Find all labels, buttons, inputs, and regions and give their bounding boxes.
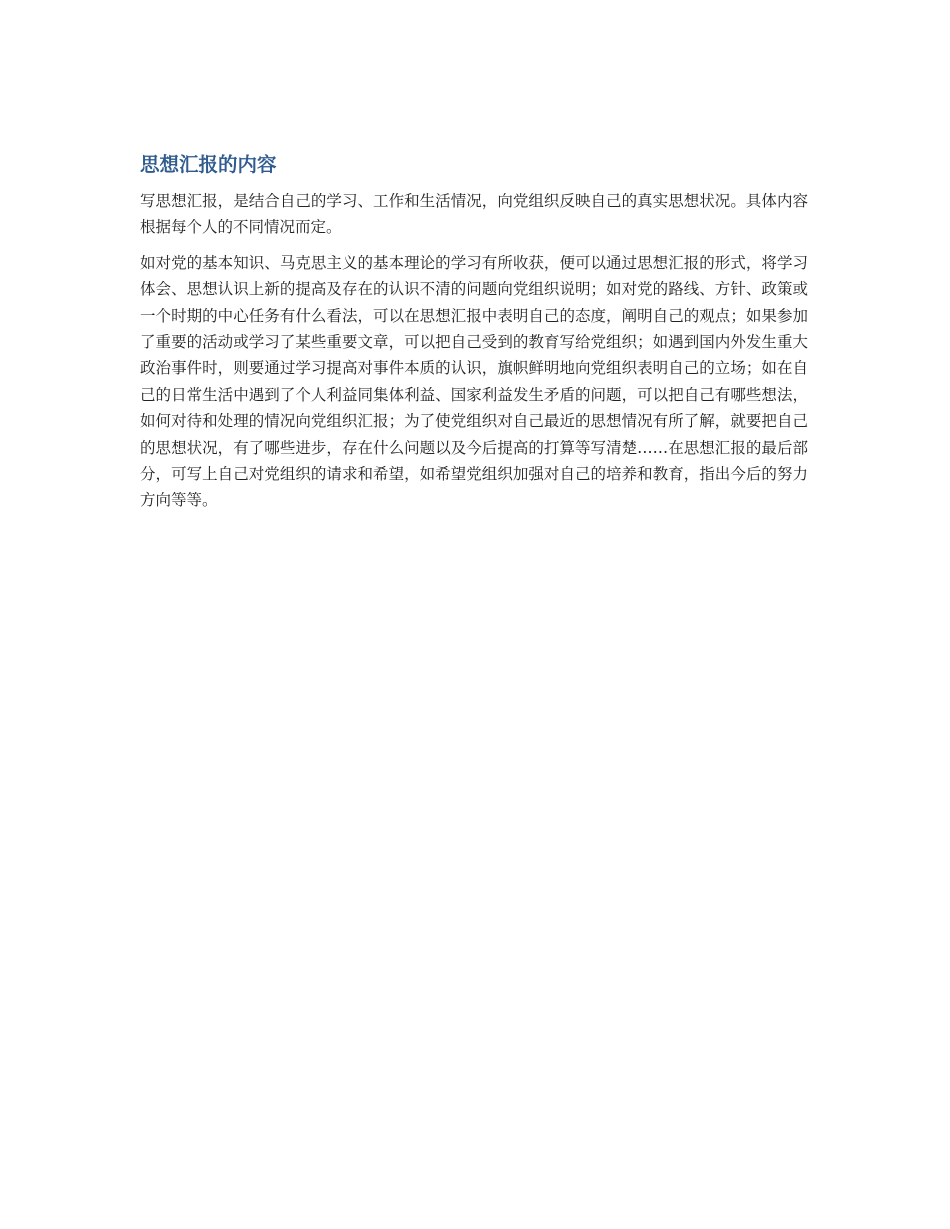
document-title: 思想汇报的内容 [140, 153, 277, 176]
document-content [140, 148, 808, 514]
paragraph-intro: 写思想汇报，是结合自己的学习、工作和生活情况，向党组织反映自己的真实思想状况。具体内容根据每个人的不同情况而定。 [140, 192, 808, 237]
paragraph-details: 如对党的基本知识、马克思主义的基本理论的学习有所收获，便可以通过思想汇报的形式，将学习体会、思想认识上新的提高及存在的认识不清的问题向党组织说明；如对党的路线、方针、政策或一个时期的中心任务有什么看法，可以在思想汇报中表明自己的态度，阐明自己的观点；如果参加了重要的活动或学习了某些重要文章，可以把自己受到的教育写给党组织；如遇到国内外发生重大政治事件时，则要通过学习提高对事件本质的认识，旗帜鲜明地向党组织表明自己的立场；如在自己的日常生活中遇到了个人利益同集体利益、国家利益发生矛盾的问题，可以把自己有哪些想法，如何对待和处理的情况向党组织汇报；为了使党组织对自己最近的思想情况有所了解，就要把自己的思想状况，有了哪些进步，存在什么问题以及今后提高的打算等写清楚……在思想汇报的最后部分，可写上自己对党组织的请求和希望，如希望党组织加强对自己的培养和教育，指出今后的努力方向等等。 [140, 253, 808, 510]
